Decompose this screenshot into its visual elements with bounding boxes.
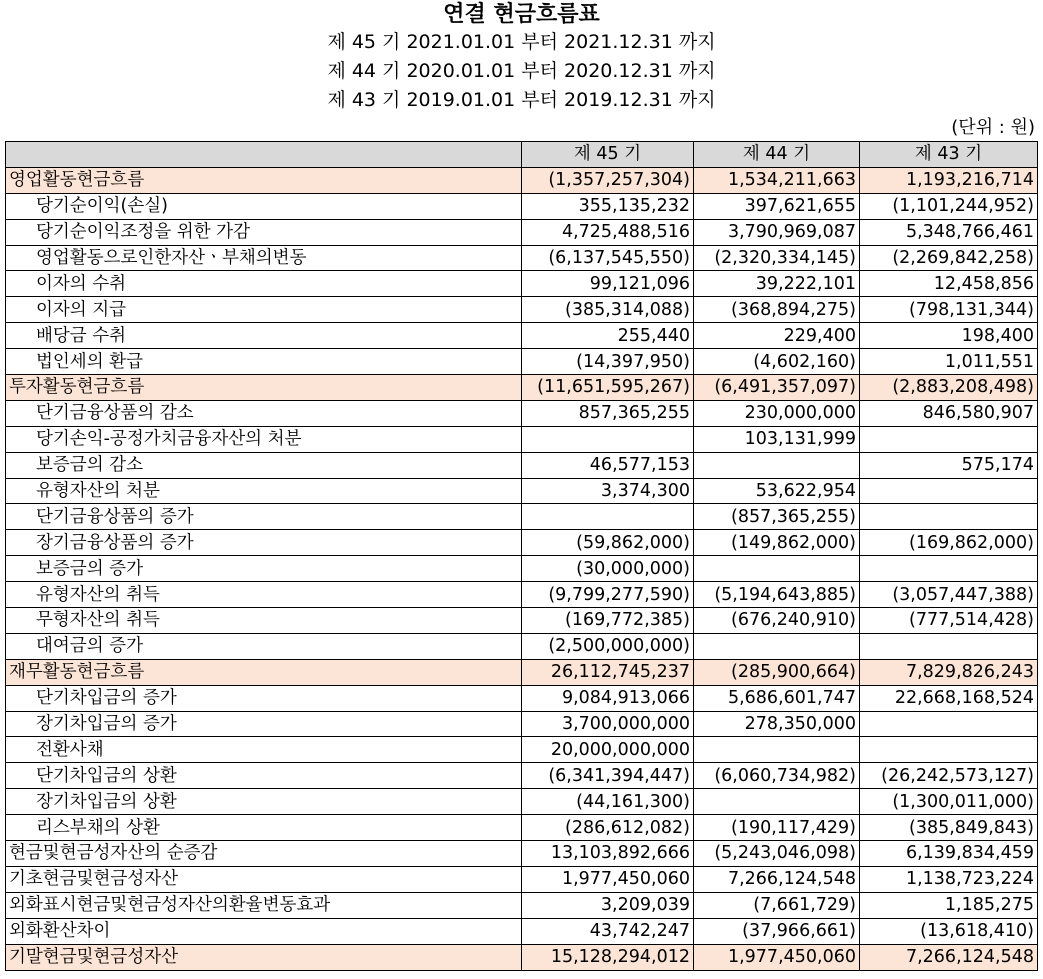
value-fy43: 575,174 — [860, 452, 1038, 478]
value-fy45 — [522, 504, 694, 530]
value-fy44: 1,977,450,060 — [694, 944, 860, 970]
value-fy45: (2,500,000,000) — [522, 633, 694, 659]
value-fy44: (5,243,046,098) — [694, 841, 860, 867]
row-label: 단기금융상품의 감소 — [6, 400, 522, 426]
value-fy44: 7,266,124,548 — [694, 866, 860, 892]
report-header — [0, 0, 1043, 115]
row-label: 당기순이익조정을 위한 가감 — [6, 219, 522, 245]
value-fy43: 846,580,907 — [860, 400, 1038, 426]
row-label: 대여금의 증가 — [6, 633, 522, 659]
row-label: 이자의 지급 — [6, 297, 522, 323]
value-fy45: 20,000,000,000 — [522, 737, 694, 763]
value-fy43: (13,618,410) — [860, 918, 1038, 944]
value-fy44 — [694, 633, 860, 659]
value-fy44: (368,894,275) — [694, 297, 860, 323]
column-header-fy43: 제 43 기 — [860, 142, 1038, 168]
value-fy45: (169,772,385) — [522, 608, 694, 634]
value-fy45: (6,137,545,550) — [522, 245, 694, 271]
section-row — [6, 375, 1038, 401]
row-label: 장기차입금의 증가 — [6, 711, 522, 737]
value-fy45: (6,341,394,447) — [522, 763, 694, 789]
value-fy43: (1,101,244,952) — [860, 193, 1038, 219]
value-fy43 — [860, 633, 1038, 659]
value-fy43: (798,131,344) — [860, 297, 1038, 323]
value-fy45: 1,977,450,060 — [522, 866, 694, 892]
value-fy43 — [860, 478, 1038, 504]
table-row — [6, 504, 1038, 530]
value-fy43: 1,011,551 — [860, 349, 1038, 375]
section-row — [6, 167, 1038, 193]
value-fy44 — [694, 556, 860, 582]
value-fy43: (1,300,011,000) — [860, 789, 1038, 815]
table-row — [6, 452, 1038, 478]
value-fy43: 1,185,275 — [860, 892, 1038, 918]
table-row — [6, 711, 1038, 737]
value-fy44 — [694, 737, 860, 763]
row-label: 외화표시현금및현금성자산의환율변동효과 — [6, 892, 522, 918]
value-fy43 — [860, 426, 1038, 452]
value-fy44: (285,900,664) — [694, 659, 860, 685]
value-fy43: (26,242,573,127) — [860, 763, 1038, 789]
row-label: 단기금융상품의 증가 — [6, 504, 522, 530]
value-fy44: (149,862,000) — [694, 530, 860, 556]
value-fy44: 53,622,954 — [694, 478, 860, 504]
section-row — [6, 944, 1038, 970]
row-label: 현금및현금성자산의 순증감 — [6, 841, 522, 867]
row-label: 기말현금및현금성자산 — [6, 944, 522, 970]
table-row — [6, 245, 1038, 271]
table-header-row — [6, 142, 1038, 168]
value-fy43: (2,883,208,498) — [860, 375, 1038, 401]
value-fy43: (385,849,843) — [860, 815, 1038, 841]
summary-row — [6, 918, 1038, 944]
value-fy45: (44,161,300) — [522, 789, 694, 815]
value-fy44: 397,621,655 — [694, 193, 860, 219]
value-fy43: (777,514,428) — [860, 608, 1038, 634]
table-row — [6, 271, 1038, 297]
value-fy44: 229,400 — [694, 323, 860, 349]
value-fy43: (3,057,447,388) — [860, 582, 1038, 608]
value-fy45: 13,103,892,666 — [522, 841, 694, 867]
row-label: 외화환산차이 — [6, 918, 522, 944]
table-row — [6, 530, 1038, 556]
value-fy43 — [860, 737, 1038, 763]
value-fy45: (11,651,595,267) — [522, 375, 694, 401]
value-fy44: 278,350,000 — [694, 711, 860, 737]
value-fy44: 3,790,969,087 — [694, 219, 860, 245]
row-label: 기초현금및현금성자산 — [6, 866, 522, 892]
row-label: 단기차입금의 상환 — [6, 763, 522, 789]
table-row — [6, 193, 1038, 219]
row-label: 이자의 수취 — [6, 271, 522, 297]
period-line: 제 44 기 2020.01.01 부터 2020.12.31 까지 — [327, 60, 716, 82]
value-fy43: 1,193,216,714 — [860, 167, 1038, 193]
value-fy44: (857,365,255) — [694, 504, 860, 530]
value-fy45 — [522, 426, 694, 452]
table-row — [6, 789, 1038, 815]
value-fy43: (169,862,000) — [860, 530, 1038, 556]
table-row — [6, 400, 1038, 426]
value-fy44: 39,222,101 — [694, 271, 860, 297]
value-fy45: 43,742,247 — [522, 918, 694, 944]
value-fy45: 857,365,255 — [522, 400, 694, 426]
table-row — [6, 737, 1038, 763]
value-fy44: (4,602,160) — [694, 349, 860, 375]
value-fy44: (37,966,661) — [694, 918, 860, 944]
value-fy45: (59,862,000) — [522, 530, 694, 556]
value-fy43 — [860, 556, 1038, 582]
report-title: 연결 현금흐름표 — [443, 2, 600, 27]
value-fy44: 5,686,601,747 — [694, 685, 860, 711]
value-fy45: 3,700,000,000 — [522, 711, 694, 737]
value-fy44: (2,320,334,145) — [694, 245, 860, 271]
value-fy43: 198,400 — [860, 323, 1038, 349]
value-fy43: 7,266,124,548 — [860, 944, 1038, 970]
value-fy43 — [860, 504, 1038, 530]
value-fy44: 230,000,000 — [694, 400, 860, 426]
value-fy44 — [694, 452, 860, 478]
row-label: 장기차입금의 상환 — [6, 789, 522, 815]
row-label: 재무활동현금흐름 — [6, 659, 522, 685]
period-line: 제 43 기 2019.01.01 부터 2019.12.31 까지 — [327, 89, 716, 111]
table-row — [6, 685, 1038, 711]
row-label: 영업활동으로인한자산ㆍ부채의변동 — [6, 245, 522, 271]
table-row — [6, 556, 1038, 582]
row-label: 법인세의 환급 — [6, 349, 522, 375]
value-fy45: 46,577,153 — [522, 452, 694, 478]
row-label: 보증금의 감소 — [6, 452, 522, 478]
table-row — [6, 608, 1038, 634]
value-fy45: 355,135,232 — [522, 193, 694, 219]
value-fy45: (30,000,000) — [522, 556, 694, 582]
row-label: 보증금의 증가 — [6, 556, 522, 582]
row-label: 당기순이익(손실) — [6, 193, 522, 219]
value-fy45: (14,397,950) — [522, 349, 694, 375]
value-fy43: 12,458,856 — [860, 271, 1038, 297]
value-fy45: (385,314,088) — [522, 297, 694, 323]
table-row — [6, 297, 1038, 323]
summary-row — [6, 841, 1038, 867]
value-fy44: (190,117,429) — [694, 815, 860, 841]
row-label: 배당금 수취 — [6, 323, 522, 349]
value-fy45: 4,725,488,516 — [522, 219, 694, 245]
table-row — [6, 478, 1038, 504]
row-label: 리스부채의 상환 — [6, 815, 522, 841]
value-fy45: 99,121,096 — [522, 271, 694, 297]
row-label: 무형자산의 취득 — [6, 608, 522, 634]
value-fy43: 7,829,826,243 — [860, 659, 1038, 685]
row-label: 유형자산의 처분 — [6, 478, 522, 504]
table-row — [6, 815, 1038, 841]
value-fy45: 15,128,294,012 — [522, 944, 694, 970]
value-fy45: (286,612,082) — [522, 815, 694, 841]
row-label: 투자활동현금흐름 — [6, 375, 522, 401]
value-fy43: 22,668,168,524 — [860, 685, 1038, 711]
value-fy45: (9,799,277,590) — [522, 582, 694, 608]
value-fy45: 255,440 — [522, 323, 694, 349]
value-fy45: 26,112,745,237 — [522, 659, 694, 685]
value-fy44: 103,131,999 — [694, 426, 860, 452]
table-row — [6, 349, 1038, 375]
value-fy43: 6,139,834,459 — [860, 841, 1038, 867]
value-fy43: 5,348,766,461 — [860, 219, 1038, 245]
column-header-fy44: 제 44 기 — [694, 142, 860, 168]
value-fy43 — [860, 711, 1038, 737]
table-row — [6, 426, 1038, 452]
row-label: 당기손익-공정가치금융자산의 처분 — [6, 426, 522, 452]
value-fy43: (2,269,842,258) — [860, 245, 1038, 271]
value-fy44: (676,240,910) — [694, 608, 860, 634]
section-row — [6, 659, 1038, 685]
value-fy44: (6,060,734,982) — [694, 763, 860, 789]
column-header-fy45: 제 45 기 — [522, 142, 694, 168]
row-label: 유형자산의 취득 — [6, 582, 522, 608]
summary-row — [6, 892, 1038, 918]
value-fy45: 9,084,913,066 — [522, 685, 694, 711]
row-label: 장기금융상품의 증가 — [6, 530, 522, 556]
value-fy45: (1,357,257,304) — [522, 167, 694, 193]
period-line: 제 45 기 2021.01.01 부터 2021.12.31 까지 — [327, 31, 716, 53]
table-row — [6, 323, 1038, 349]
table-row — [6, 633, 1038, 659]
value-fy44: (7,661,729) — [694, 892, 860, 918]
row-label: 영업활동현금흐름 — [6, 167, 522, 193]
row-label: 단기차입금의 증가 — [6, 685, 522, 711]
value-fy44 — [694, 789, 860, 815]
value-fy44: (6,491,357,097) — [694, 375, 860, 401]
value-fy44: 1,534,211,663 — [694, 167, 860, 193]
table-row — [6, 763, 1038, 789]
column-header-item — [6, 142, 522, 168]
value-fy45: 3,374,300 — [522, 478, 694, 504]
value-fy44: (5,194,643,885) — [694, 582, 860, 608]
table-row — [6, 582, 1038, 608]
unit-label: (단위 : 원) — [951, 117, 1035, 138]
value-fy43: 1,138,723,224 — [860, 866, 1038, 892]
cash-flow-table — [5, 141, 1038, 971]
table-row — [6, 219, 1038, 245]
summary-row — [6, 866, 1038, 892]
value-fy45: 3,209,039 — [522, 892, 694, 918]
row-label: 전환사채 — [6, 737, 522, 763]
